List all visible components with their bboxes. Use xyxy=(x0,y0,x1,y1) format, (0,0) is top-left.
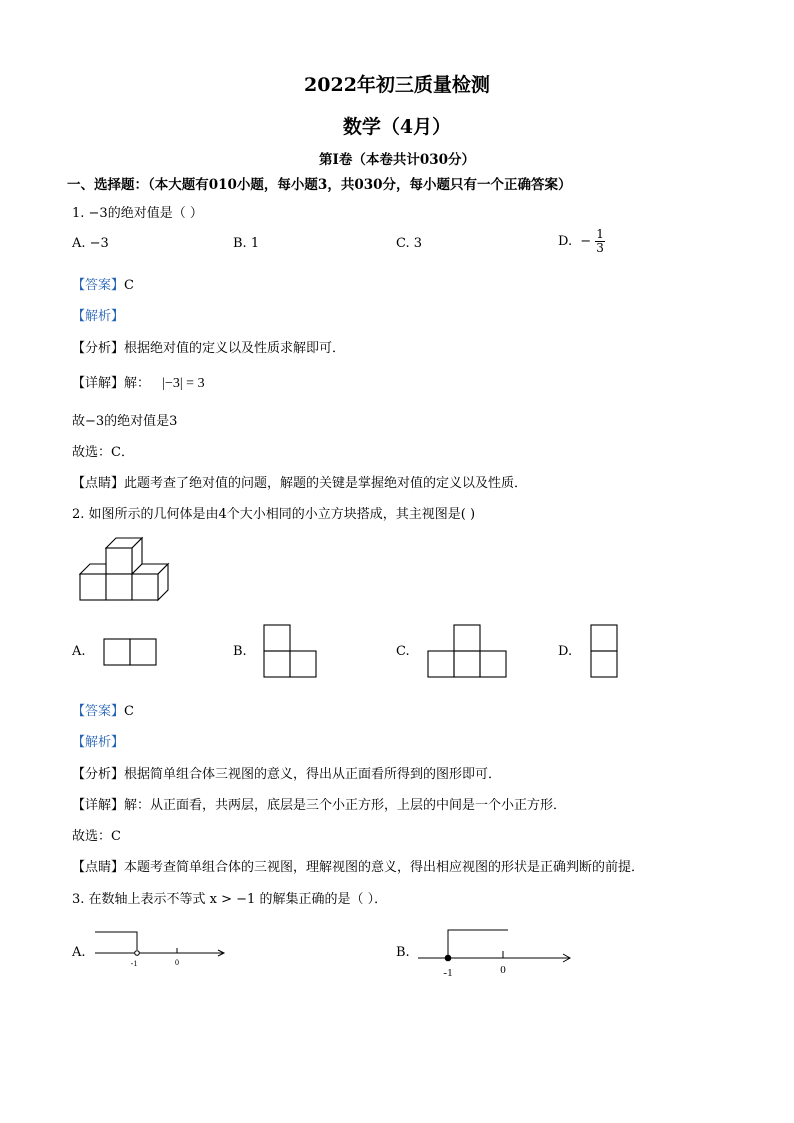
q1-option-c: C. 3 xyxy=(396,236,423,251)
tick-label-zero: 0 xyxy=(500,964,506,976)
q1-stem: 1. −3的绝对值是（ ） xyxy=(72,206,203,221)
dianjing-tag: 【点睛】 xyxy=(72,476,125,491)
top-cube-front-face xyxy=(106,548,132,574)
q1-fenxi xyxy=(72,337,345,356)
solution-ray xyxy=(448,930,508,958)
q1-option-d-label: D. xyxy=(558,234,573,249)
q2-option-d-figure xyxy=(590,624,620,680)
xiangjie-tag: 【详解】 xyxy=(72,376,125,391)
q1-option-d-fraction xyxy=(595,228,605,255)
q3-option-a-label: A. xyxy=(72,945,86,960)
section-heading: 一、选择题：（本大题有010小题，每小题3，共030分，每小题只有一个正确答案） xyxy=(67,177,572,193)
q2-option-b-label: B. xyxy=(233,644,247,659)
fenxi-tag: 【分析】 xyxy=(72,767,125,782)
q1-option-d xyxy=(558,228,605,255)
q1-analysis-tag: 【解析】 xyxy=(72,309,125,324)
answer-tag: 【答案】 xyxy=(72,278,125,293)
q3-stem: 3. 在数轴上表示不等式 x > −1 的解集正确的是（ ）． xyxy=(72,892,388,907)
xiangjie-tag: 【详解】 xyxy=(72,798,125,813)
xiangjie-text: 解： xyxy=(124,376,151,391)
q2-option-c-figure xyxy=(427,624,509,680)
answer-value: C xyxy=(124,278,134,293)
left-cube-top-face xyxy=(80,564,106,574)
q3-option-b-number-line xyxy=(413,925,578,981)
cube-solid-figure xyxy=(78,534,178,604)
tick-label-zero: 0 xyxy=(175,958,179,967)
dianjing-text: 此题考查了绝对值的问题，解题的关键是掌握绝对值的定义以及性质． xyxy=(124,476,528,491)
minus-sign: − xyxy=(580,234,592,249)
q2-option-a-figure xyxy=(103,638,159,668)
fenxi-tag: 【分析】 xyxy=(72,341,125,356)
q1-option-b: B. 1 xyxy=(233,236,260,251)
q3-option-b-label: B. xyxy=(396,945,410,960)
q2-xiangjie xyxy=(72,794,566,813)
q3-option-a-number-line xyxy=(90,926,230,970)
q2-option-a-label: A. xyxy=(72,644,86,659)
q1-dianjing xyxy=(72,472,527,491)
dianjing-tag: 【点睛】 xyxy=(72,860,125,875)
fenxi-text: 根据简单组合体三视图的意义，得出从正面看所得到的图形即可． xyxy=(124,767,502,782)
left-cube-front-face xyxy=(80,574,106,600)
q1-conclusion: 故−3的绝对值是3 xyxy=(72,414,178,429)
fraction-numerator: 1 xyxy=(596,227,604,241)
q2-stem: 2. 如图所示的几何体是由4个大小相同的小立方块搭成，其主视图是( ) xyxy=(72,507,476,522)
fenxi-text: 根据绝对值的定义以及性质求解即可． xyxy=(124,341,346,356)
q1-option-a: A. −3 xyxy=(72,236,109,251)
q1-xiangjie xyxy=(72,372,205,392)
q2-option-b-figure xyxy=(263,624,319,680)
answer-value: C xyxy=(124,704,134,719)
solution-ray xyxy=(95,932,137,950)
q2-dianjing xyxy=(72,856,644,875)
filled-point xyxy=(445,955,451,961)
xiangjie-text: 解：从正面看，共两层，底层是三个小正方形，上层的中间是一个小正方形． xyxy=(124,798,567,813)
answer-tag: 【答案】 xyxy=(72,704,125,719)
q2-option-d-label: D. xyxy=(558,644,573,659)
q1-choice: 故选：C． xyxy=(72,445,134,460)
q2-answer xyxy=(72,700,134,719)
open-point xyxy=(135,951,140,956)
q2-fenxi xyxy=(72,763,501,782)
q1-formula: |−3| = 3 xyxy=(162,376,205,391)
q2-option-c-label: C. xyxy=(396,644,410,659)
tick-label-minus-one: -1 xyxy=(130,959,138,968)
q2-analysis-tag: 【解析】 xyxy=(72,735,125,750)
tick-label-minus-one: -1 xyxy=(443,967,453,979)
right-cube-front-face xyxy=(132,574,158,600)
middle-cube-front-face xyxy=(106,574,132,600)
q2-choice: 故选：C xyxy=(72,829,121,844)
volume-heading: 第I卷（本卷共计030分） xyxy=(319,152,475,168)
fraction-denominator: 3 xyxy=(596,241,604,255)
dianjing-text: 本题考查简单组合体的三视图，理解视图的意义，得出相应视图的形状是正确判断的前提． xyxy=(124,860,645,875)
q1-answer xyxy=(72,274,134,293)
page-subtitle: 数学（4月） xyxy=(342,116,452,138)
page-title: 2022年初三质量检测 xyxy=(304,74,490,96)
